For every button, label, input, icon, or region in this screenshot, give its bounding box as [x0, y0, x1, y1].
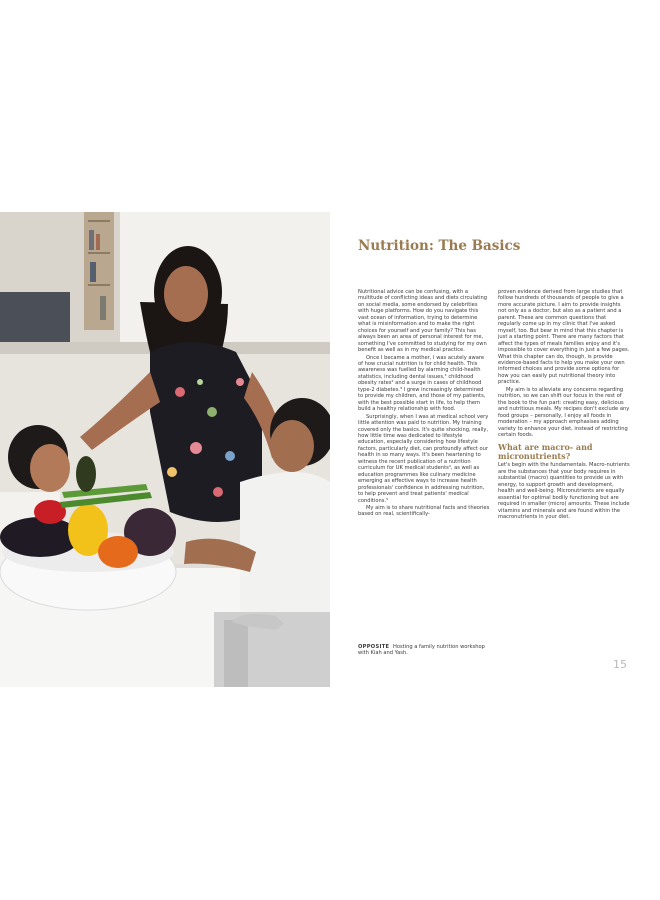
- right-text-column: [498, 289, 630, 521]
- chapter-heading: Nutrition: The Basics: [358, 238, 521, 254]
- photo-illustration: [0, 212, 330, 687]
- page-number: 15: [613, 658, 627, 671]
- paragraph: Surprisingly, when I was at medical school very little attention was paid to nutrition. My training covered only the basics. It's quite shocking, really, how little time was dedicated to lifestyle education, especially considering how lifestyle factors, particularly diet, can profoundly affect our health in so many ways. It's been heartening to witness the recent publication of a nutrition curriculum for UK medical students⁴, as well as education programmes like culinary medicine emerging as effective ways to increase health professionals' confidence in addressing nutrition, to help prevent and treat patients' medical conditions.⁵: [358, 413, 489, 504]
- left-text-column: [358, 289, 490, 518]
- section-subheading: What are macro- and micronutrients?: [498, 442, 593, 462]
- caption-label: OPPOSITE: [358, 644, 390, 650]
- paragraph: Nutritional advice can be confusing, with a multitude of conflicting ideas and diets circulating on social media, some endorsed by celebrities with huge platforms. How do you navigate this vast ocean of information, trying to determine what is misinformation and to make the right choices for yourself and your family? This has always been an area of personal interest for me, something I've committed to studying for my own benefit as well as in my medical practice.: [358, 289, 488, 354]
- paragraph: Once I became a mother, I was acutely aware of how crucial nutrition is for child health. This awareness was fuelled by alarming child-health statistics, including dental issues,¹ childhood obesity rates² and a surge in cases of childhood type-2 diabetes.³ I grew increasingly determined to provide my children, and those of my patients, with the best possible start in life, to help them build a healthy relationship with food.: [358, 354, 486, 413]
- paragraph: My aim is to alleviate any concerns regarding nutrition, so we can shift our focus in the rest of the book to the fun part: creating easy, delicious and nutritious meals. My recipes don't exclude any food groups – personally, I enjoy all foods in moderation – my approach emphasises adding variety to enhance your diet, instead of restricting certain foods.: [498, 386, 630, 438]
- photo-caption: [358, 644, 490, 657]
- caption-text: Hosting a family nutrition workshop with Kiah and Yash.: [358, 644, 485, 657]
- family-kitchen-photo: [0, 212, 330, 687]
- paragraph: Let's begin with the fundamentals. Macro-nutrients are the substances that your body requires in substantial (macro) quantities to provide us with energy, to support growth and development, health and well-being. Micronutrients are equally essential for optimal bodily functioning but are required in smaller (micro) amounts. These include vitamins and minerals and are found within the macronutrients in your diet.: [498, 462, 630, 521]
- paragraph: proven evidence derived from large studies that follow hundreds of thousands of people to give a more accurate picture. I aim to provide insights not only as a doctor, but also as a patient and a parent. These are common questions that regularly come up in my clinic that I've asked myself, too. But bear in mind that this chapter is just a starting point. There are many factors that affect the types of meals families enjoy and it's impossible to cover everything in just a few pages. What this chapter can do, though, is provide evidence-based facts to help you make your own informed choices and provide some options for how you can easily put nutritional theory into practice.: [498, 289, 630, 386]
- paragraph: My aim is to share nutritional facts and theories based on real, scientifically-: [358, 504, 490, 518]
